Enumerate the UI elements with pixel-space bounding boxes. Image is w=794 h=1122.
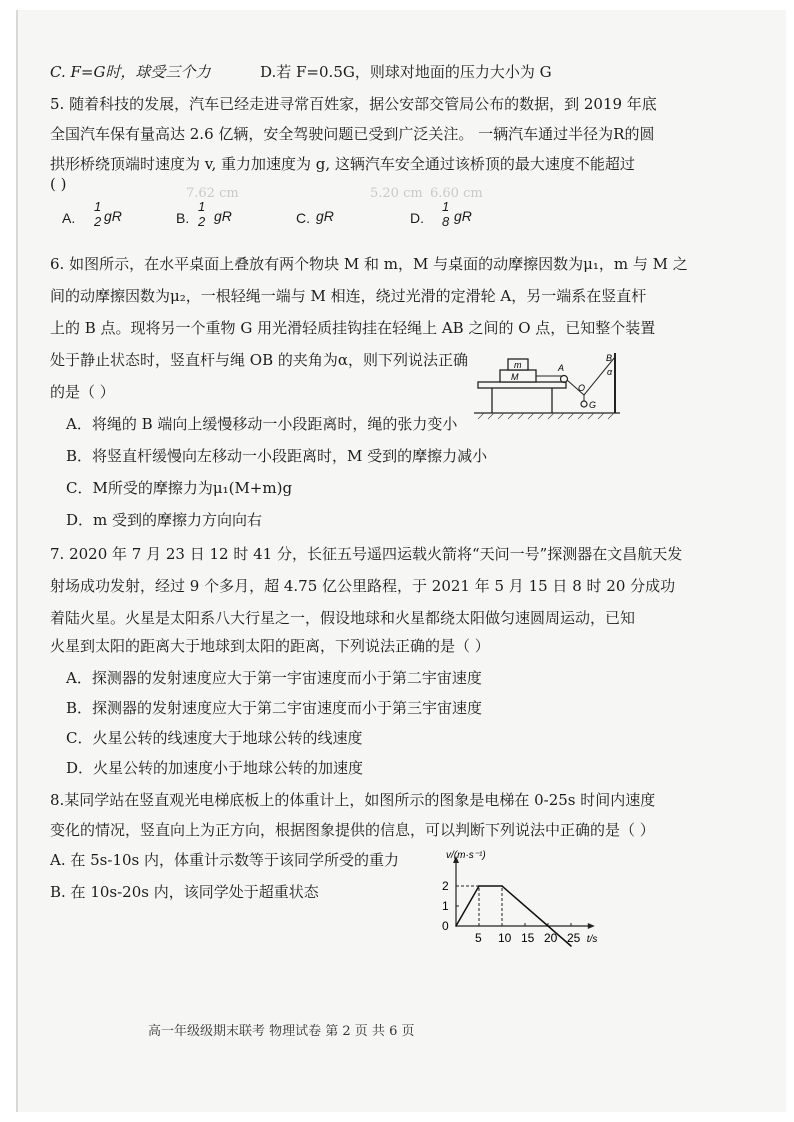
q6-stem-line: 的是（ ） [50, 383, 115, 401]
fraction-denominator: 2 [198, 214, 206, 229]
q8-option-b: B. 在 10s-20s 内，该同学处于超重状态 [50, 883, 319, 901]
q6-option-c: C．M所受的摩擦力为μ₁(M+m)g [66, 479, 293, 497]
q7-option-b: B．探测器的发射速度应大于第二宇宙速度而小于第三宇宙速度 [66, 699, 483, 717]
label-O: O [578, 383, 586, 393]
q7-option-d: D．火星公转的加速度小于地球公转的加速度 [66, 759, 364, 777]
bleed-through-text: 5.20 cm [370, 186, 423, 201]
y-tick-label: 0 [442, 919, 449, 933]
fraction-numerator: 1 [198, 199, 206, 214]
table-top [478, 382, 566, 388]
q6-stem-line: 上的 B 点。现将另一个重物 G 用光滑轻质挂钩挂在轻绳上 AB 之间的 O 点，已知整个装置 [50, 319, 656, 337]
q5-option-d-label: D. [410, 210, 424, 226]
q7-stem-line: 着陆火星。火星是太阳系八大行星之一，假设地球和火星都绕太阳做匀速圆周运动，已知 [50, 609, 636, 627]
q5-answer-paren: ( ) [50, 175, 67, 193]
q7-stem-line: 火星到太阳的距离大于地球到太阳的距离，下列说法正确的是（ ） [50, 637, 490, 655]
q8-option-a: A. 在 5s-10s 内，体重计示数等于该同学所受的重力 [50, 851, 400, 869]
label-alpha: α [607, 367, 613, 377]
q6-option-d: D．m 受到的摩擦力方向向右 [66, 511, 263, 529]
q5-stem-line: 5. 随着科技的发展，汽车已经走进寻常百姓家，据公安部交管局公布的数据，到 2019 年底 [50, 95, 657, 113]
q5-stem-line: 全国汽车保有量高达 2.6 亿辆，安全驾驶问题已受到广泛关注。 一辆汽车通过半径为R的圆 [50, 125, 655, 143]
x-tick-label: 10 [498, 931, 512, 945]
q5-option-d-expr: gR [454, 208, 472, 224]
label-G: G [589, 400, 597, 410]
q5-option-b-label: B. [176, 210, 190, 226]
label-A: A [558, 363, 565, 373]
q8-stem-line: 8.某同学站在竖直观光电梯底板上的体重计上，如图所示的图象是电梯在 0-25s 时间内速度 [50, 791, 656, 809]
x-tick-label: 15 [521, 931, 535, 945]
q6-option-a: A．将绳的 B 端向上缓慢移动一小段距离时，绳的张力变小 [66, 415, 458, 433]
q7-option-a: A．探测器的发射速度应大于第一宇宙速度而小于第二宇宙速度 [66, 669, 482, 687]
label-m: m [514, 360, 522, 370]
velocity-data-point [570, 945, 572, 947]
q7-option-c: C．火星公转的线速度大于地球公转的线速度 [66, 729, 363, 747]
q5-option-a-expr: gR [104, 208, 122, 224]
q7-stem-line: 7. 2020 年 7 月 23 日 12 时 41 分，长征五号遥四运载火箭将“天问一号”探测器在文昌航天发 [50, 545, 683, 563]
velocity-time-chart [428, 846, 608, 950]
q7-stem-line: 射场成功发射，经过 9 个多月，超 4.75 亿公里路程，于 2021 年 5 月 15 日 8 时 20 分成功 [50, 577, 676, 595]
velocity-data-point [547, 925, 549, 927]
q5-option-a-label: A. [62, 210, 76, 226]
x-tick-label: 25 [567, 931, 581, 945]
q5-option-c-label: C. [296, 210, 310, 226]
q6-pulley-diagram [474, 335, 620, 425]
q4-option-c: C. F=G时，球受三个力 [50, 63, 211, 81]
q8-stem-line: 变化的情况，竖直向上为正方向，根据图象提供的信息，可以判断下列说法中正确的是（ ） [50, 821, 655, 839]
q5-stem-line: 拱形桥绕顶端时速度为 v, 重力加速度为 g, 这辆汽车安全通过该桥顶的最大速度不能超过 [50, 155, 635, 173]
q5-option-c-expr: gR [316, 208, 334, 224]
weight-G [581, 401, 587, 407]
scanned-page [16, 10, 786, 1112]
q6-option-b: B．将竖直杆缓慢向左移动一小段距离时，M 受到的摩擦力减小 [66, 447, 488, 465]
velocity-data-point [501, 885, 503, 887]
fraction-denominator: 8 [442, 214, 450, 229]
x-tick-label: 5 [475, 931, 482, 945]
fraction-denominator: 2 [94, 214, 102, 229]
label-M: M [511, 372, 519, 382]
q6-stem-line: 处于静止状态时，竖直杆与绳 OB 的夹角为α，则下列说法正确 [50, 351, 468, 369]
x-tick-label: 20 [544, 931, 558, 945]
label-B: B [606, 353, 613, 363]
q6-stem-line: 6. 如图所示，在水平桌面上叠放有两个物块 M 和 m，M 与桌面的动摩擦因数为μ₁，m 与 M 之 [50, 255, 688, 273]
q6-stem-line: 间的动摩擦因数为μ₂，一根轻绳一端与 M 相连，绕过光滑的定滑轮 A，另一端系在竖直杆 [50, 287, 647, 305]
fraction-numerator: 1 [94, 199, 102, 214]
velocity-data-point [478, 885, 480, 887]
q4-option-d: D.若 F=0.5G，则球对地面的压力大小为 G [260, 63, 552, 81]
y-tick-label: 1 [442, 899, 449, 913]
bleed-through-text: 6.60 cm [430, 186, 483, 201]
page-footer: 高一年级级期末联考 物理试卷 第 2 页 共 6 页 [148, 1024, 415, 1039]
x-axis-arrow [588, 923, 595, 929]
fraction-numerator: 1 [442, 199, 450, 214]
q5-option-b-expr: gR [214, 208, 232, 224]
y-axis-label: v/(m·s⁻¹) [446, 850, 486, 861]
bleed-through-text: 7.62 cm [186, 186, 239, 201]
floor-hatching [478, 413, 614, 419]
y-tick-label: 2 [442, 879, 449, 893]
x-axis-label: t/s [586, 934, 598, 945]
velocity-data-point [455, 925, 457, 927]
